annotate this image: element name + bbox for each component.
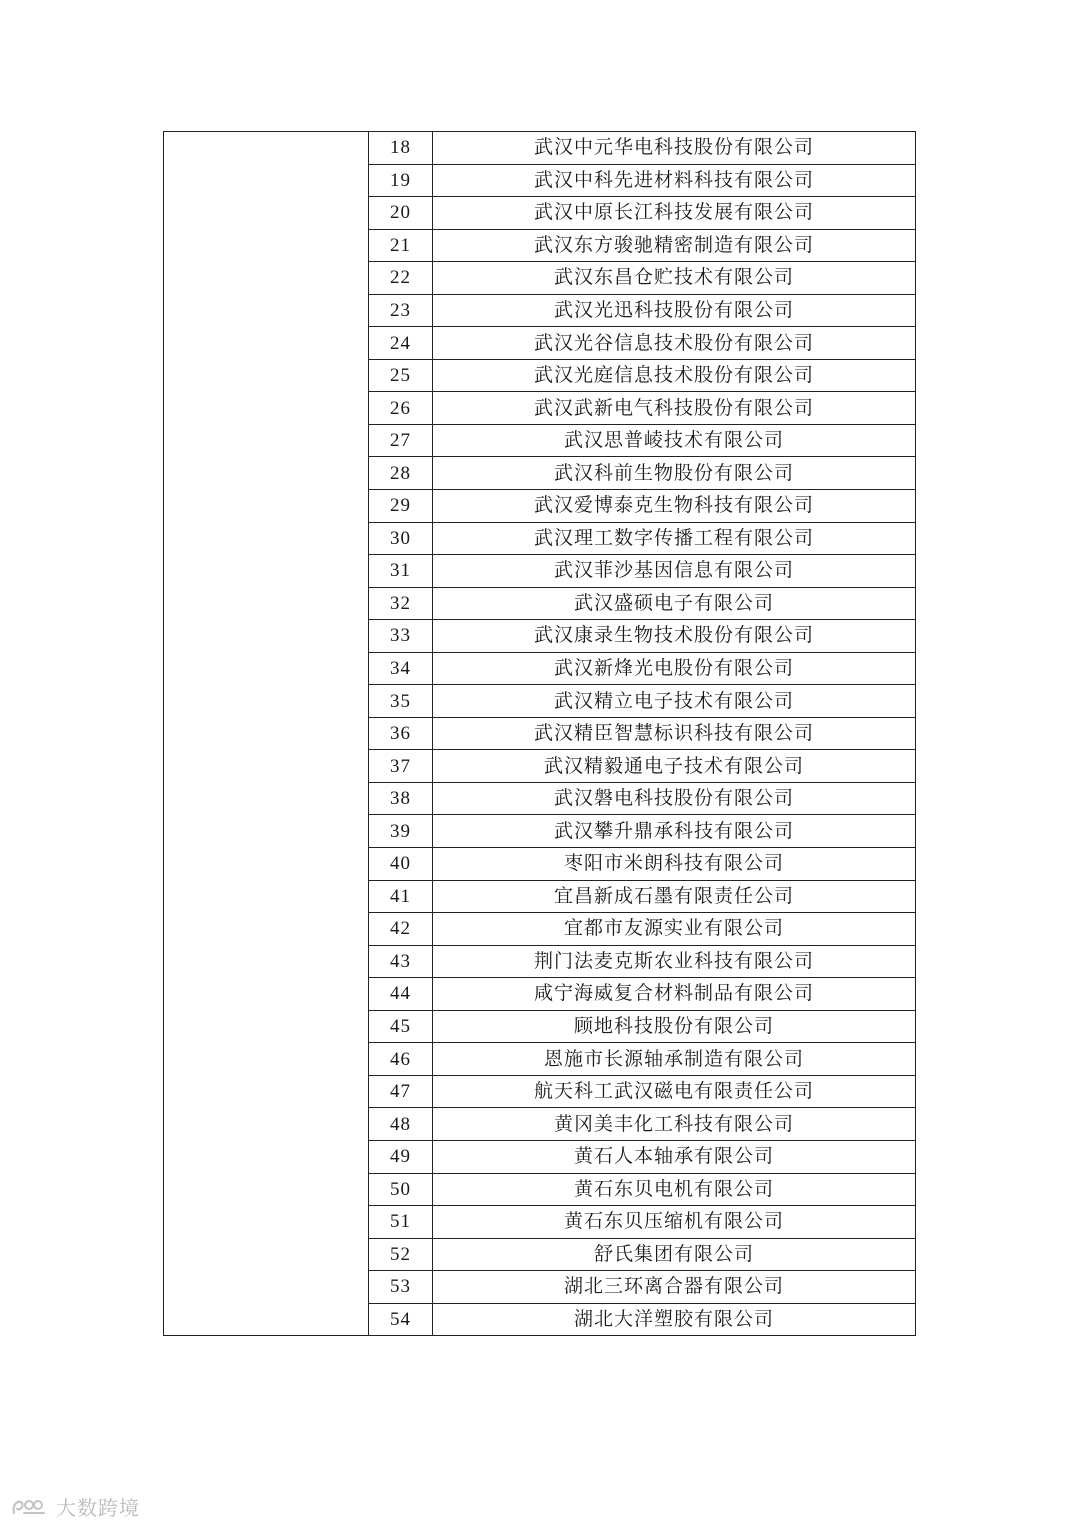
row-number: 53 — [369, 1271, 433, 1304]
company-name: 武汉东昌仓贮技术有限公司 — [433, 262, 916, 295]
row-number: 42 — [369, 913, 433, 946]
row-number: 37 — [369, 750, 433, 783]
row-number: 40 — [369, 848, 433, 881]
company-name: 武汉中原长江科技发展有限公司 — [433, 197, 916, 230]
company-name: 航天科工武汉磁电有限责任公司 — [433, 1075, 916, 1108]
company-list-table — [163, 131, 916, 1336]
row-number: 24 — [369, 327, 433, 360]
row-number: 46 — [369, 1043, 433, 1076]
company-name: 荆门法麦克斯农业科技有限公司 — [433, 945, 916, 978]
row-number: 22 — [369, 262, 433, 295]
company-name: 黄冈美丰化工科技有限公司 — [433, 1108, 916, 1141]
row-number: 43 — [369, 945, 433, 978]
company-name: 武汉盛硕电子有限公司 — [433, 587, 916, 620]
company-name: 武汉爱博泰克生物科技有限公司 — [433, 490, 916, 523]
row-number: 29 — [369, 490, 433, 523]
company-name: 咸宁海威复合材料制品有限公司 — [433, 978, 916, 1011]
row-number: 20 — [369, 197, 433, 230]
logo-icon — [10, 1495, 50, 1519]
row-number: 52 — [369, 1238, 433, 1271]
watermark — [10, 1492, 140, 1521]
row-number: 51 — [369, 1206, 433, 1239]
company-name: 黄石东贝压缩机有限公司 — [433, 1206, 916, 1239]
row-number: 32 — [369, 587, 433, 620]
company-name: 宜都市友源实业有限公司 — [433, 913, 916, 946]
table-body — [164, 132, 916, 1336]
company-name: 武汉理工数字传播工程有限公司 — [433, 522, 916, 555]
company-name: 武汉思普崚技术有限公司 — [433, 424, 916, 457]
table-row — [164, 132, 916, 165]
company-name: 武汉东方骏驰精密制造有限公司 — [433, 229, 916, 262]
row-number: 23 — [369, 294, 433, 327]
row-number: 50 — [369, 1173, 433, 1206]
row-number: 44 — [369, 978, 433, 1011]
row-number: 35 — [369, 685, 433, 718]
company-name: 武汉精臣智慧标识科技有限公司 — [433, 717, 916, 750]
row-number: 19 — [369, 164, 433, 197]
category-cell — [164, 132, 369, 1336]
row-number: 34 — [369, 652, 433, 685]
company-name: 湖北大洋塑胶有限公司 — [433, 1303, 916, 1336]
company-name: 武汉磐电科技股份有限公司 — [433, 782, 916, 815]
row-number: 26 — [369, 392, 433, 425]
company-name: 恩施市长源轴承制造有限公司 — [433, 1043, 916, 1076]
row-number: 36 — [369, 717, 433, 750]
company-name: 黄石东贝电机有限公司 — [433, 1173, 916, 1206]
company-name: 顾地科技股份有限公司 — [433, 1010, 916, 1043]
row-number: 45 — [369, 1010, 433, 1043]
row-number: 47 — [369, 1075, 433, 1108]
company-name: 舒氏集团有限公司 — [433, 1238, 916, 1271]
company-name: 武汉菲沙基因信息有限公司 — [433, 555, 916, 588]
company-name: 武汉光迅科技股份有限公司 — [433, 294, 916, 327]
row-number: 33 — [369, 620, 433, 653]
company-name: 武汉新烽光电股份有限公司 — [433, 652, 916, 685]
row-number: 39 — [369, 815, 433, 848]
company-name: 武汉中科先进材料科技有限公司 — [433, 164, 916, 197]
company-name: 宜昌新成石墨有限责任公司 — [433, 880, 916, 913]
row-number: 49 — [369, 1140, 433, 1173]
company-name: 武汉攀升鼎承科技有限公司 — [433, 815, 916, 848]
row-number: 27 — [369, 424, 433, 457]
watermark-text: 大数跨境 — [56, 1496, 140, 1520]
company-name: 武汉科前生物股份有限公司 — [433, 457, 916, 490]
row-number: 48 — [369, 1108, 433, 1141]
row-number: 41 — [369, 880, 433, 913]
company-name: 黄石人本轴承有限公司 — [433, 1140, 916, 1173]
row-number: 38 — [369, 782, 433, 815]
company-name: 武汉武新电气科技股份有限公司 — [433, 392, 916, 425]
company-name: 枣阳市米朗科技有限公司 — [433, 848, 916, 881]
company-name: 武汉精立电子技术有限公司 — [433, 685, 916, 718]
row-number: 18 — [369, 132, 433, 165]
row-number: 28 — [369, 457, 433, 490]
row-number: 30 — [369, 522, 433, 555]
row-number: 21 — [369, 229, 433, 262]
company-name: 武汉光庭信息技术股份有限公司 — [433, 359, 916, 392]
company-name: 武汉康录生物技术股份有限公司 — [433, 620, 916, 653]
row-number: 25 — [369, 359, 433, 392]
row-number: 31 — [369, 555, 433, 588]
company-name: 湖北三环离合器有限公司 — [433, 1271, 916, 1304]
company-name: 武汉精毅通电子技术有限公司 — [433, 750, 916, 783]
row-number: 54 — [369, 1303, 433, 1336]
company-name: 武汉中元华电科技股份有限公司 — [433, 132, 916, 165]
company-name: 武汉光谷信息技术股份有限公司 — [433, 327, 916, 360]
company-table — [163, 131, 916, 1336]
